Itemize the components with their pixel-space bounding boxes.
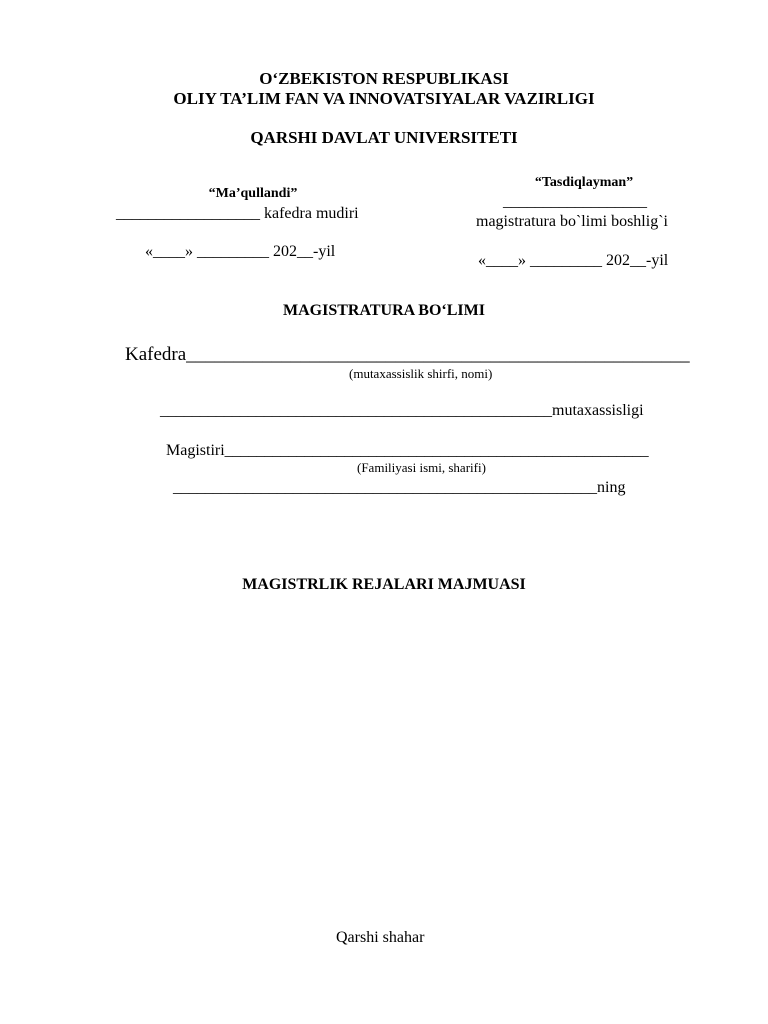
approval-right-date-line: «____» _________ 202__-yil — [478, 252, 669, 269]
approval-left-signature-line: __________________ kafedra mudiri — [116, 205, 359, 222]
approval-left-date-line: «____» _________ 202__-yil — [145, 243, 336, 260]
header-country: O‘ZBEKISTON RESPUBLIKASI — [259, 69, 509, 88]
approval-right-title: “Tasdiqlayman” — [534, 175, 634, 190]
ning-field-line: _____________________________________________________ning — [173, 479, 626, 496]
specialty-field-line: _________________________________________________mutaxassisligi — [160, 402, 644, 419]
header-university: QARSHI DAVLAT UNIVERSITETI — [250, 128, 518, 147]
approval-right-position: magistratura bo`limi boshlig`i — [476, 213, 668, 230]
approval-right-signature-blank: __________________ — [503, 193, 647, 210]
kafedra-field-hint: (mutaxassislik shirfi, nomi) — [349, 366, 493, 381]
master-field-hint: (Familiyasi ismi, sharifi) — [357, 460, 486, 475]
document-title: MAGISTRLIK REJALARI MAJMUASI — [242, 576, 526, 593]
footer-city: Qarshi shahar — [336, 929, 425, 946]
approval-left-title: “Ma’qullandi” — [208, 186, 298, 201]
header-ministry: OLIY TA’LIM FAN VA INNOVATSIYALAR VAZIRLIGI — [173, 89, 595, 108]
department-heading: MAGISTRATURA BO‘LIMI — [283, 302, 485, 319]
master-field-line: Magistiri_____________________________________________________ — [166, 442, 649, 459]
kafedra-field-line: Kafedra_____________________________________________________ — [125, 344, 690, 365]
